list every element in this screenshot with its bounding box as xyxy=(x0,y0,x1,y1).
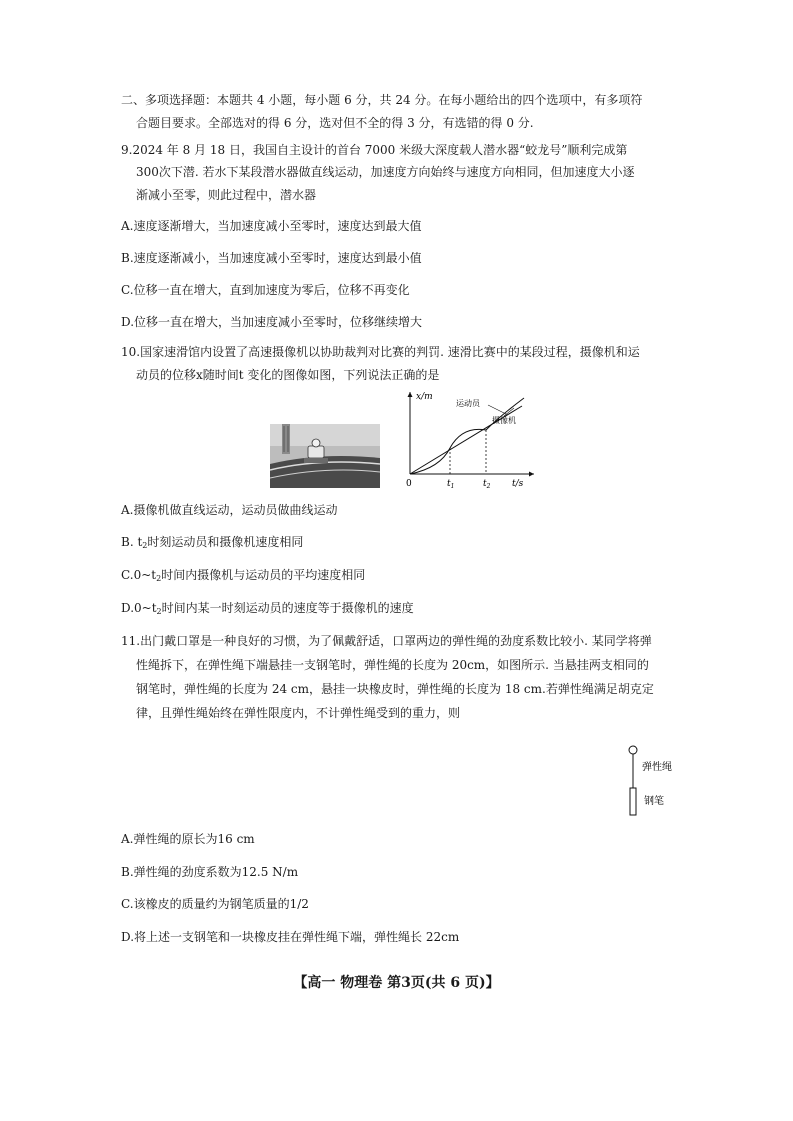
y-axis-arrow xyxy=(408,392,413,397)
origin-label: 0 xyxy=(406,479,412,489)
hook-ring xyxy=(629,746,637,754)
q11-line2: 性绳拆下，在弹性绳下端悬挂一支钢笔时，弹性绳的长度为 20cm，如图所示. 当悬挂两支相同的 xyxy=(136,658,649,672)
q9-option-b: B.速度逐渐减小，当加速度减小至零时，速度达到最小值 xyxy=(121,251,422,265)
q10-option-b: B. $t_2$时刻运动员和摄像机速度相同 xyxy=(121,535,304,550)
pen-label: 钢笔 xyxy=(644,796,664,807)
q11-line1: 11.出门戴口罩是一种良好的习惯，为了佩戴舒适，口罩两边的弹性绳的劲度系数比较小. 某同学将弹 xyxy=(121,634,652,648)
section-heading-line1: 二、多项选择题：本题共 4 小题，每小题 6 分，共 24 分。在每小题给出的四个选项中，有多项符 xyxy=(121,93,643,107)
athlete-label: 运动员 xyxy=(456,399,480,408)
q9-line1: 9.2024 年 8 月 18 日，我国自主设计的首台 7000 米级大深度载人潜水器“蛟龙号”顺利完成第 xyxy=(121,143,628,157)
rope-label: 弹性绳 xyxy=(642,762,672,773)
q9-option-a: A.速度逐渐增大，当加速度减小至零时，速度达到最大值 xyxy=(121,219,422,233)
q10-line2: 动员的位移x随时间t 变化的图像如图，下列说法正确的是 xyxy=(136,368,440,382)
camera-label: 摄像机 xyxy=(492,416,516,425)
q9-option-d: D.位移一直在增大，当加速度减小至零时，位移继续增大 xyxy=(121,315,423,329)
t1-label: $t_1$ xyxy=(447,479,455,490)
x-t-graph xyxy=(400,386,540,494)
elastic-rope-figure xyxy=(620,744,690,816)
y-axis-label: x/m xyxy=(416,392,433,402)
q9-line3: 渐减小至零，则此过程中，潜水器 xyxy=(136,188,317,202)
q10-option-c: $C.0\sim t_2$时间内摄像机与运动员的平均速度相同 xyxy=(121,568,366,583)
q11-option-c: C.该橡皮的质量约为钢笔质量的1/2 xyxy=(121,897,309,911)
speed-skating-photo xyxy=(270,424,380,488)
x-axis-label: t/s xyxy=(512,479,524,489)
q11-line3: 钢笔时，弹性绳的长度为 24 cm，悬挂一块橡皮时，弹性绳的长度为 18 cm.若弹性绳满足胡克定 xyxy=(136,682,654,696)
q9-line2: 300次下潜. 若水下某段潜水器做直线运动，加速度方向始终与速度方向相同，但加速度大小逐 xyxy=(136,165,635,179)
q11-option-a: A.弹性绳的原长为16 cm xyxy=(121,832,255,846)
q10-option-d: $D.0\sim t_2$时间内某一时刻运动员的速度等于摄像机的速度 xyxy=(121,601,414,616)
t2-label: $t_2$ xyxy=(483,479,491,490)
steel-pen xyxy=(630,788,636,815)
q11-option-b: B.弹性绳的劲度系数为12.5 N/m xyxy=(121,865,299,879)
q10-line1: 10.国家速滑馆内设置了高速摄像机以协助裁判对比赛的判罚. 速滑比赛中的某段过程，摄像机和运 xyxy=(121,345,640,359)
section-heading-line2: 合题目要求。全部选对的得 6 分，选对但不全的得 3 分，有选错的得 0 分. xyxy=(136,116,534,130)
athlete-leader xyxy=(488,405,508,415)
q11-option-d: D.将上述一支钢笔和一块橡皮挂在弹性绳下端，弹性绳长 22cm xyxy=(121,930,460,944)
page-footer: 【高一 物理卷 第3页(共 6 页)】 xyxy=(293,975,500,991)
x-axis-arrow xyxy=(529,472,534,477)
camera-curve xyxy=(410,398,524,474)
q10-option-a: A.摄像机做直线运动，运动员做曲线运动 xyxy=(121,503,338,517)
q9-option-c: C.位移一直在增大，直到加速度为零后，位移不再变化 xyxy=(121,283,410,297)
q11-line4: 律，且弹性绳始终在弹性限度内，不计弹性绳受到的重力，则 xyxy=(136,706,461,720)
